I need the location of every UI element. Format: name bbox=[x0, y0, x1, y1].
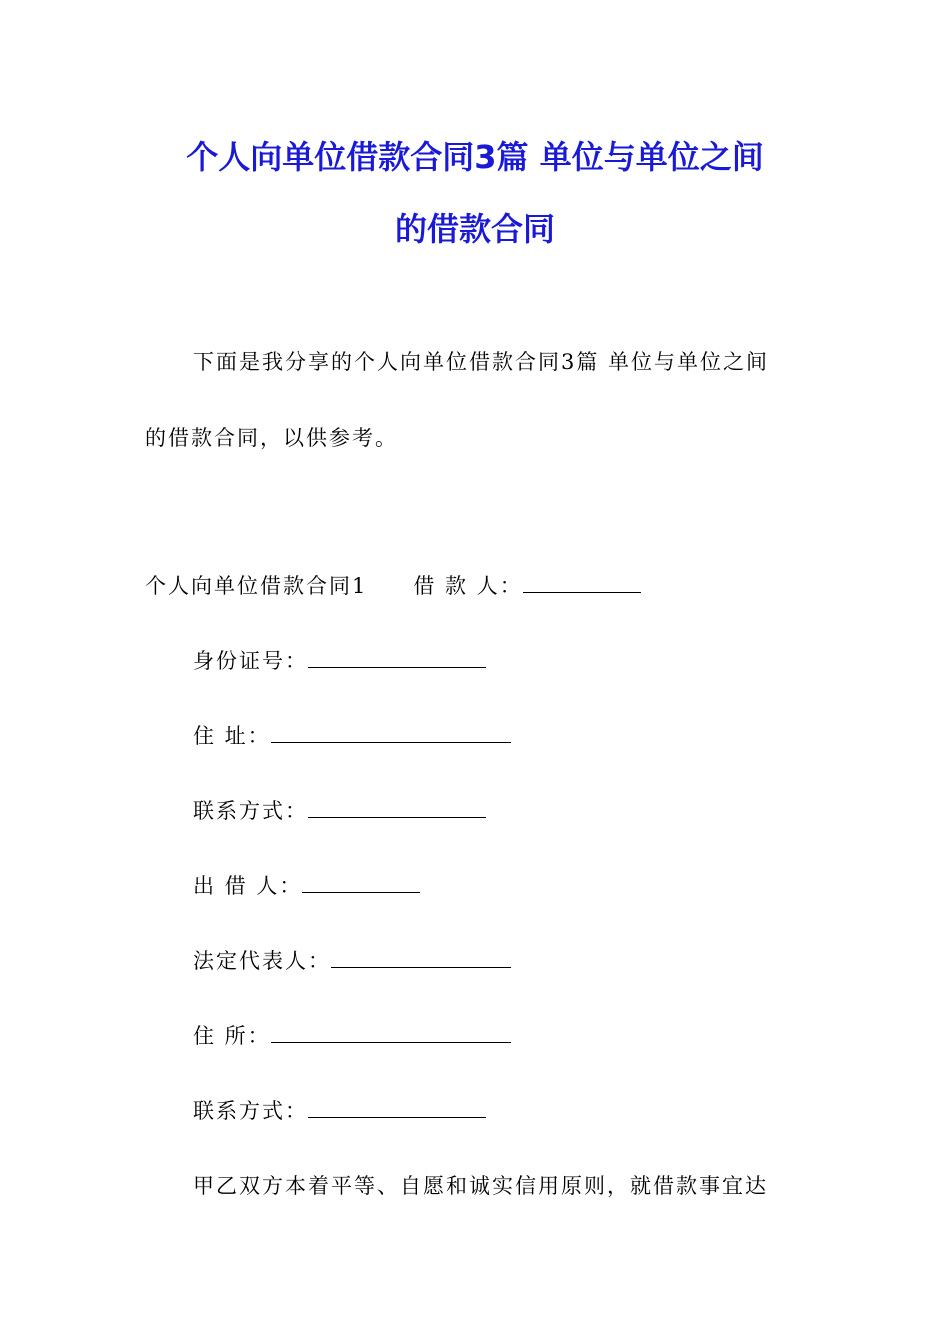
field-domicile-blank bbox=[271, 1024, 511, 1043]
field-id-number bbox=[193, 645, 486, 675]
field-address-label: 住 址： bbox=[193, 724, 271, 748]
field-domicile-label: 住 所： bbox=[193, 1024, 271, 1048]
field-legal-rep-label: 法定代表人： bbox=[193, 949, 331, 973]
field-id-number-label: 身份证号： bbox=[193, 649, 308, 673]
field-legal-rep-blank bbox=[331, 949, 511, 968]
document-title-line1: 个人向单位借款合同3篇 单位与单位之间 bbox=[186, 138, 764, 176]
field-borrower-label: 借 款 人： bbox=[413, 574, 523, 598]
field-contact2-blank bbox=[308, 1099, 486, 1118]
section-heading-row bbox=[145, 570, 641, 600]
field-lender-label: 出 借 人： bbox=[193, 874, 303, 898]
field-contact1-blank bbox=[308, 799, 486, 818]
body-line1: 甲乙双方本着平等、自愿和诚实信用原则，就借款事宜达 bbox=[193, 1174, 768, 1198]
intro-line1: 下面是我分享的个人向单位借款合同3篇 单位与单位之间 bbox=[193, 350, 770, 374]
field-contact1-label: 联系方式： bbox=[193, 799, 308, 823]
intro-line2: 的借款合同，以供参考。 bbox=[145, 426, 398, 450]
section-heading: 个人向单位借款合同1 bbox=[145, 574, 368, 598]
field-legal-rep bbox=[193, 945, 511, 975]
field-address bbox=[193, 720, 511, 750]
field-address-blank bbox=[271, 724, 511, 743]
field-lender-blank bbox=[302, 874, 420, 893]
document-title-line2: 的借款合同 bbox=[394, 210, 555, 248]
field-contact2-label: 联系方式： bbox=[193, 1099, 308, 1123]
field-lender bbox=[193, 870, 420, 900]
field-contact1 bbox=[193, 795, 486, 825]
field-id-number-blank bbox=[308, 649, 486, 668]
field-borrower-blank bbox=[523, 574, 641, 593]
field-contact2 bbox=[193, 1095, 486, 1125]
field-domicile bbox=[193, 1020, 511, 1050]
